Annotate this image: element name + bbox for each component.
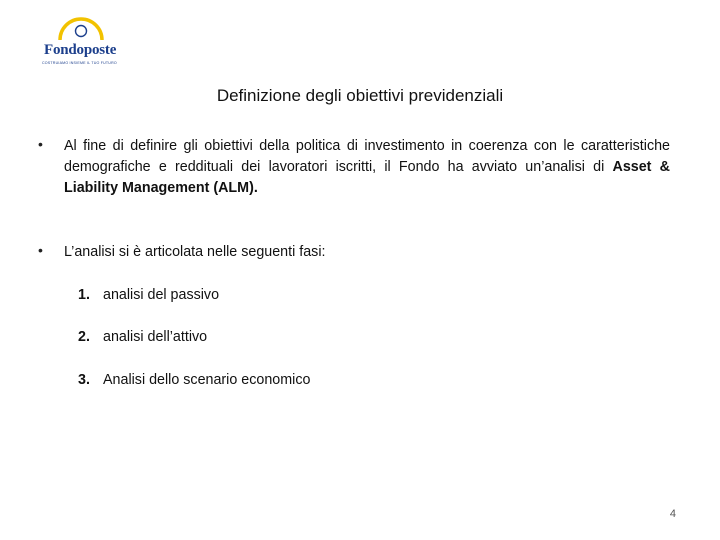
page-number: 4 xyxy=(669,508,676,520)
logo-tagline: COSTRUIAMO INSIEME IL TUO FUTURO xyxy=(42,61,117,65)
phase-number: 1. xyxy=(78,287,90,303)
bullet-icon: • xyxy=(38,242,43,258)
alm-bold-text: Asset & Liability Management (ALM). xyxy=(64,159,670,196)
fondoposte-logo xyxy=(40,16,126,68)
bullet-paragraph-alm xyxy=(64,136,670,199)
bullet-paragraph-phases: L’analisi si è articolata nelle seguenti fasi: xyxy=(64,244,326,260)
phase-item xyxy=(78,372,310,388)
slide-title: Definizione degli obiettivi previdenziali xyxy=(216,86,504,105)
paragraph-text: Al fine di definire gli obiettivi della politica di investimento in coerenza con le caratteristiche demografiche e reddituali dei lavoratori iscritti, il Fondo ha avviato un’analisi di xyxy=(64,138,670,175)
phase-item xyxy=(78,329,207,345)
bullet-icon: • xyxy=(38,136,43,152)
phase-number: 3. xyxy=(78,372,90,388)
phase-item xyxy=(78,287,219,303)
phase-label: Analisi dello scenario economico xyxy=(103,372,311,388)
phase-label: analisi dell’attivo xyxy=(103,329,208,345)
phase-label: analisi del passivo xyxy=(103,287,220,303)
logo-name: Fondoposte xyxy=(44,42,117,58)
phase-number: 2. xyxy=(78,329,90,345)
